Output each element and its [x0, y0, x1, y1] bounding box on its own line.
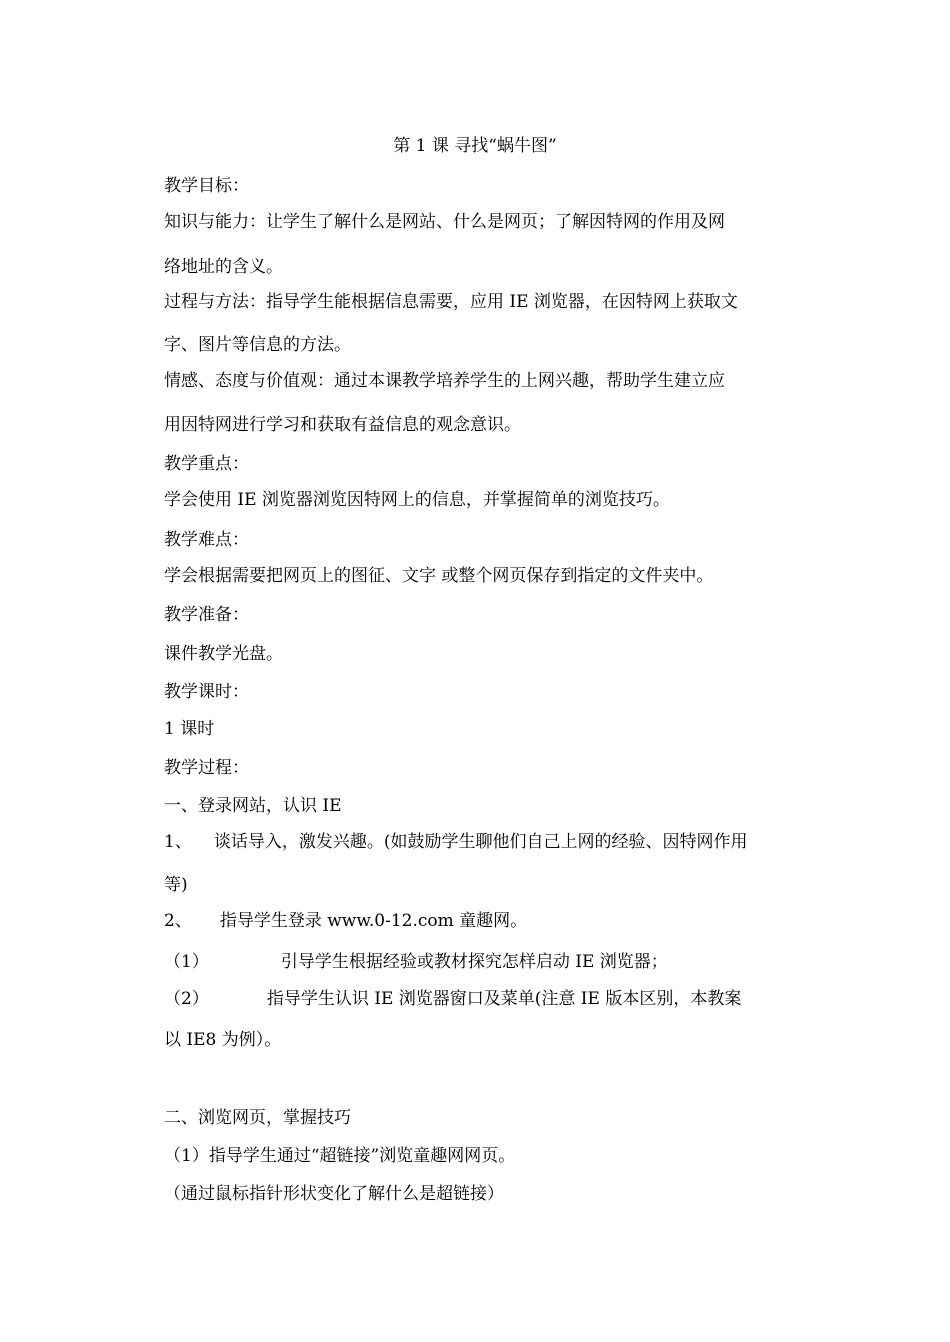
emotion-line-1: 情感、态度与价值观：通过本课教学培养学生的上网兴趣，帮助学生建立应	[164, 371, 725, 391]
list-item-1-continuation: 等)	[164, 875, 188, 895]
difficulty-text: 学会根据需要把网页上的图征、文字 或整个网页保存到指定的文件夹中。	[164, 566, 714, 586]
emotion-line-2: 用因特网进行学习和获取有益信息的观念意识。	[164, 415, 521, 435]
sub-item-2	[164, 988, 790, 1010]
list-item-1-number: 1、	[164, 832, 192, 852]
difficulty-heading: 教学难点：	[164, 530, 249, 550]
prep-heading: 教学准备：	[164, 605, 249, 625]
process-line-2: 字、图片等信息的方法。	[164, 335, 351, 355]
process-heading: 教学过程：	[164, 758, 249, 778]
list-item-2-number: 2、	[164, 911, 192, 931]
goal-heading: 教学目标：	[164, 176, 249, 196]
knowledge-line-1: 知识与能力：让学生了解什么是网站、什么是网页；了解因特网的作用及网	[164, 212, 725, 232]
section-2-item-1-note: （通过鼠标指针形状变化了解什么是超链接）	[164, 1184, 504, 1204]
sub-item-1-text: 引导学生根据经验或教材探究怎样启动 IE 浏览器；	[280, 952, 668, 972]
sub-item-2-text: 指导学生认识 IE 浏览器窗口及菜单(注意 IE 版本区别，本教案	[266, 989, 742, 1009]
process-line-1: 过程与方法：指导学生能根据信息需要，应用 IE 浏览器，在因特网上获取文	[164, 292, 738, 312]
section-2-heading: 二、浏览网页，掌握技巧	[164, 1108, 351, 1128]
list-item-1	[164, 831, 790, 853]
knowledge-line-2: 络地址的含义。	[164, 257, 283, 277]
list-item-1-text: 谈话导入，激发兴趣。(如鼓励学生聊他们自己上网的经验、因特网作用	[213, 832, 748, 852]
lesson-title: 第 1 课 寻找“蜗牛图”	[393, 136, 557, 156]
key-heading: 教学重点：	[164, 454, 249, 474]
sub-item-2-continuation: 以 IE8 为例）。	[164, 1030, 282, 1050]
list-item-2	[164, 910, 790, 932]
hours-heading: 教学课时：	[164, 682, 249, 702]
section-2-item-1: （1）指导学生通过“超链接”浏览童趣网网页。	[164, 1146, 516, 1166]
list-item-2-text: 指导学生登录 www.0-12.com 童趣网。	[219, 911, 528, 931]
sub-item-1	[164, 951, 790, 973]
prep-text: 课件教学光盘。	[164, 644, 283, 664]
section-1-heading: 一、登录网站，认识 IE	[164, 796, 342, 816]
hours-text: 1 课时	[164, 719, 215, 739]
sub-item-1-number: （1）	[164, 952, 209, 972]
sub-item-2-number: （2）	[164, 989, 209, 1009]
key-text: 学会使用 IE 浏览器浏览因特网上的信息，并掌握简单的浏览技巧。	[164, 490, 670, 510]
